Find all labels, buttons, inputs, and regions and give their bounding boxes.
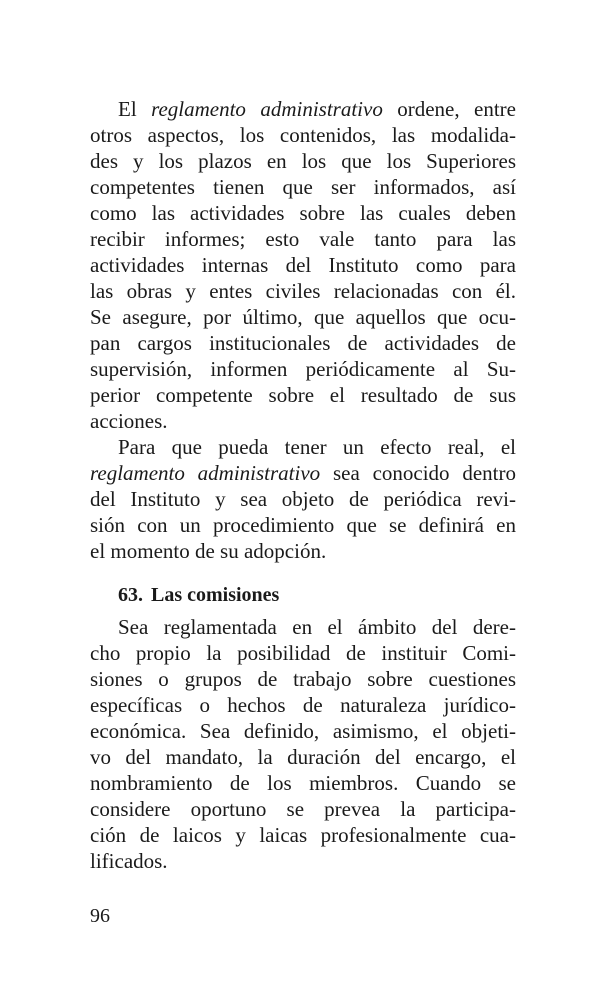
text-line [90, 486, 516, 512]
text-run: Se asegure, por último, que aquellos que ocu- [90, 305, 516, 329]
text-line [90, 770, 516, 796]
text-run: sión con un procedimiento que se definirá en [90, 513, 516, 537]
text-run: acciones. [90, 409, 168, 433]
text-run: competentes tienen que ser informados, así [90, 175, 516, 199]
text-line [90, 226, 516, 252]
text-run: siones o grupos de trabajo sobre cuestiones [90, 667, 516, 691]
text-run: pan cargos institucionales de actividades de [90, 331, 516, 355]
text-run: Sea reglamentada en el ámbito del dere- [118, 615, 516, 639]
text-line [90, 692, 516, 718]
text-run: nombramiento de los miembros. Cuando se [90, 771, 516, 795]
text-line [90, 848, 516, 874]
text-line [90, 538, 516, 564]
text-run: vo del mandato, la duración del encargo, el [90, 745, 516, 769]
section-number: 63. [118, 584, 143, 606]
text-run: ción de laicos y laicas profesionalmente cua- [90, 823, 516, 847]
text-run: Para que pueda tener un efecto real, el [118, 435, 516, 459]
italic-term: reglamento administrativo [90, 461, 321, 485]
paragraph-comisiones [90, 614, 516, 874]
text-line [90, 718, 516, 744]
text-run: recibir informes; esto vale tanto para las [90, 227, 516, 251]
text-run: des y los plazos en los que los Superiores [90, 149, 516, 173]
text-line [90, 252, 516, 278]
text-line [90, 744, 516, 770]
text-line [90, 822, 516, 848]
text-run: las obras y entes civiles relacionadas con él. [90, 279, 516, 303]
section-title: Las comisiones [151, 584, 280, 606]
text-line [90, 356, 516, 382]
text-line [90, 96, 516, 122]
text-line [90, 796, 516, 822]
text-line [90, 640, 516, 666]
paragraph-reglamento-administrativo [90, 96, 516, 434]
text-line [90, 382, 516, 408]
text-run: específicas o hechos de naturaleza jurídico- [90, 693, 516, 717]
text-run: actividades internas del Instituto como para [90, 253, 516, 277]
text-line [90, 122, 516, 148]
section-heading [90, 582, 516, 608]
text-line [90, 200, 516, 226]
text-run: sea conocido dentro [320, 461, 516, 485]
page-body [90, 96, 516, 874]
text-line [90, 174, 516, 200]
text-run: como las actividades sobre las cuales deben [90, 201, 516, 225]
text-run: otros aspectos, los contenidos, las modalida- [90, 123, 516, 147]
text-run: considere oportuno se prevea la participa- [90, 797, 516, 821]
text-run: del Instituto y sea objeto de periódica revi- [90, 487, 516, 511]
text-line [90, 460, 516, 486]
section-spacer [90, 564, 516, 582]
italic-term: reglamento administrativo [151, 97, 383, 121]
text-run: el momento de su adopción. [90, 539, 327, 563]
page-number: 96 [90, 905, 110, 927]
text-run: económica. Sea definido, asimismo, el objeti- [90, 719, 516, 743]
paragraph-efecto-real [90, 434, 516, 564]
text-line [90, 512, 516, 538]
text-line [90, 278, 516, 304]
text-run: cho propio la posibilidad de instituir Comi- [90, 641, 516, 665]
text-line [90, 614, 516, 640]
text-run: ordene, entre [382, 97, 516, 121]
text-line [90, 666, 516, 692]
text-line [90, 148, 516, 174]
text-line [90, 330, 516, 356]
text-run: perior competente sobre el resultado de sus [90, 383, 516, 407]
text-run: El [118, 97, 152, 121]
text-line [90, 304, 516, 330]
text-line [90, 408, 516, 434]
text-line [90, 434, 516, 460]
text-run: lificados. [90, 849, 168, 873]
text-run: supervisión, informen periódicamente al Su- [90, 357, 516, 381]
